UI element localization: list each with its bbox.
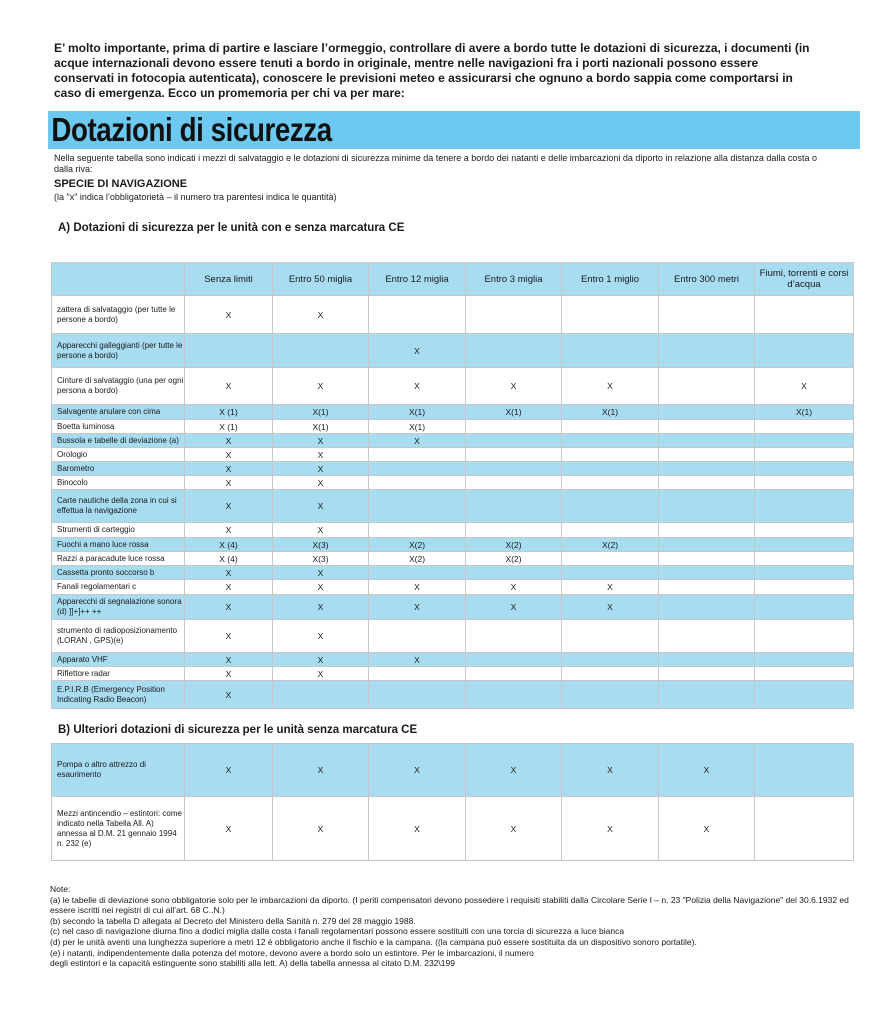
table-cell (562, 490, 659, 523)
table-cell: X (369, 580, 466, 595)
row-label: Cassetta pronto soccorso b (52, 566, 185, 580)
table-cell: X (273, 296, 369, 334)
table-row (52, 580, 854, 595)
navigation-type-heading: SPECIE DI NAVIGAZIONE (54, 178, 188, 190)
table-cell (755, 595, 854, 620)
table-cell (659, 653, 755, 667)
table-cell: X(1) (562, 405, 659, 420)
table-cell (659, 334, 755, 368)
table-cell: X (185, 462, 273, 476)
table-cell: X (273, 580, 369, 595)
table-cell: X(2) (466, 538, 562, 552)
table-cell: X (185, 434, 273, 448)
table-cell (466, 434, 562, 448)
table-cell: X (1) (185, 420, 273, 434)
table-cell: X(2) (466, 552, 562, 566)
table-cell: X(1) (273, 405, 369, 420)
row-label: Strumenti di carteggio (52, 523, 185, 538)
table-cell (466, 566, 562, 580)
table-cell (369, 448, 466, 462)
table-cell: X(1) (369, 405, 466, 420)
table-cell (755, 462, 854, 476)
row-label: Binocolo (52, 476, 185, 490)
table-cell (659, 667, 755, 681)
column-header: Senza limiti (185, 263, 273, 296)
table-cell: X (562, 744, 659, 797)
table-cell: X (273, 368, 369, 405)
table-cell: X (4) (185, 538, 273, 552)
table-cell: X (185, 620, 273, 653)
table-cell (273, 681, 369, 709)
table-cell: X (4) (185, 552, 273, 566)
row-label: Apparato VHF (52, 653, 185, 667)
column-header: Entro 300 metri (659, 263, 755, 296)
table-row (52, 744, 854, 797)
row-label: Barometro (52, 462, 185, 476)
table-cell: X (369, 653, 466, 667)
table-row (52, 368, 854, 405)
table-row (52, 476, 854, 490)
table-cell (466, 667, 562, 681)
table-cell: X(1) (273, 420, 369, 434)
row-label: Fanali regolamentari c (52, 580, 185, 595)
table-cell (369, 462, 466, 476)
table-cell (659, 462, 755, 476)
table-cell (755, 296, 854, 334)
column-header: Entro 1 miglio (562, 263, 659, 296)
table-cell (755, 490, 854, 523)
table-cell: X (273, 595, 369, 620)
table-cell: X (659, 744, 755, 797)
table-cell (562, 448, 659, 462)
row-label: Riflettore radar (52, 667, 185, 681)
table-cell: X (185, 476, 273, 490)
table-cell: X (273, 620, 369, 653)
table-cell (755, 523, 854, 538)
table-cell (562, 681, 659, 709)
row-label: E.P.I.R.B (Emergency Position Indicating Radio Beacon) (52, 681, 185, 709)
table-cell: X (369, 797, 466, 861)
table-cell: X (369, 595, 466, 620)
title-banner (48, 111, 860, 149)
table-cell (369, 681, 466, 709)
notes-heading: Note: (50, 884, 71, 894)
row-label: Apparecchi galleggianti (per tutte le persone a bordo) (52, 334, 185, 368)
table-row (52, 462, 854, 476)
table-cell (466, 523, 562, 538)
table-cell (369, 490, 466, 523)
table-cell: X (369, 368, 466, 405)
table-cell (369, 523, 466, 538)
table-row (52, 405, 854, 420)
table-row (52, 566, 854, 580)
table-cell (659, 552, 755, 566)
table-cell: X (466, 744, 562, 797)
table-row (52, 667, 854, 681)
table-cell: X (185, 595, 273, 620)
row-label: Boetta luminosa (52, 420, 185, 434)
table-row (52, 552, 854, 566)
table-cell (659, 434, 755, 448)
column-header: Entro 3 miglia (466, 263, 562, 296)
table-cell (755, 566, 854, 580)
table-cell: X (273, 797, 369, 861)
table-cell (466, 448, 562, 462)
table-cell (562, 552, 659, 566)
table-cell: X (369, 334, 466, 368)
table-cell (659, 580, 755, 595)
table-cell (466, 420, 562, 434)
table-cell (755, 744, 854, 797)
table-cell (659, 490, 755, 523)
table-cell: X (273, 566, 369, 580)
table-cell (562, 566, 659, 580)
table-cell (562, 434, 659, 448)
row-label: Mezzi antincendio – estintori: come indicato nella Tabella All. A) annessa al D.M. 21 gennaio 1994 n. 232 (e) (52, 797, 185, 861)
table-cell: X (273, 667, 369, 681)
table-cell (659, 368, 755, 405)
table-cell (659, 620, 755, 653)
table-cell (185, 334, 273, 368)
section-a-title: A) Dotazioni di sicurezza per le unità con e senza marcatura CE (58, 222, 405, 234)
table-row (52, 420, 854, 434)
table-cell: X (185, 523, 273, 538)
table-cell: X (185, 653, 273, 667)
table-cell (755, 448, 854, 462)
table-row (52, 334, 854, 368)
table-cell: X(2) (562, 538, 659, 552)
table-cell: X (466, 580, 562, 595)
table-cell (466, 681, 562, 709)
row-label: Fuochi a mano luce rossa (52, 538, 185, 552)
table-cell: X (273, 476, 369, 490)
table-cell (659, 476, 755, 490)
table-cell (659, 296, 755, 334)
table-cell (659, 405, 755, 420)
table-cell: X (273, 523, 369, 538)
table-cell (755, 552, 854, 566)
table-cell: X (466, 595, 562, 620)
table-cell: X (273, 490, 369, 523)
row-label: Cinture di salvataggio (una per ogni persona a bordo) (52, 368, 185, 405)
table-cell: X (562, 595, 659, 620)
table-cell: X(1) (369, 420, 466, 434)
table-cell (562, 653, 659, 667)
table-cell: X (273, 434, 369, 448)
row-label: Apparecchi di segnalazione sonora (d) ]]+]++ ++ (52, 595, 185, 620)
note-line: (a) le tabelle di deviazione sono obbligatorie solo per le imbarcazioni da diporto. (I periti compensatori devono possedere i requisiti stabiliti dalla Circolare Serie I – n. 23 "Polizia della Navigazione" del 30.6.1932 ed essere iscritti nei registri di cui all’art. 68 C..N.) (50, 894, 849, 916)
table-cell (562, 620, 659, 653)
table-cell (369, 667, 466, 681)
table-cell (755, 580, 854, 595)
note-line: (c) nel caso di navigazione diurna fino a dodici miglia dalla costa i fanali regolamentari possono essere sostituiti con una torcia di sicurezza a luce bianca (50, 926, 625, 937)
table-cell: X (273, 448, 369, 462)
column-header: Entro 50 miglia (273, 263, 369, 296)
table-cell (466, 462, 562, 476)
table-cell (562, 296, 659, 334)
table-cell (659, 566, 755, 580)
table-row (52, 538, 854, 552)
row-label: Pompa o altro attrezzo di esaurimento (52, 744, 185, 797)
table-cell (659, 420, 755, 434)
column-header: Fiumi, torrenti e corsi d’acqua (755, 263, 854, 296)
table-cell (755, 681, 854, 709)
table-cell: X (562, 580, 659, 595)
safety-equipment-table-b (51, 743, 854, 861)
table-cell: X (273, 744, 369, 797)
table-cell (466, 334, 562, 368)
table-cell (369, 566, 466, 580)
table-row (52, 653, 854, 667)
table-row (52, 448, 854, 462)
table-cell: X (369, 434, 466, 448)
footnotes (50, 884, 850, 969)
table-cell (659, 448, 755, 462)
table-cell (659, 681, 755, 709)
table-cell (755, 476, 854, 490)
legend-note: (la "x" indica l’obbligatorietà – il numero tra parentesi indica le quantità) (54, 192, 337, 202)
table-cell (755, 653, 854, 667)
table-cell: X (562, 797, 659, 861)
column-header: Entro 12 miglia (369, 263, 466, 296)
table-cell: X (1) (185, 405, 273, 420)
row-label: Bussola e tabelle di deviazione (a) (52, 434, 185, 448)
table-cell (466, 296, 562, 334)
table-cell: X (369, 744, 466, 797)
table-cell: X (185, 448, 273, 462)
table-cell (466, 476, 562, 490)
table-cell: X(1) (466, 405, 562, 420)
table-cell (659, 595, 755, 620)
table-row (52, 490, 854, 523)
table-cell (562, 462, 659, 476)
table-cell (369, 620, 466, 653)
table-cell: X (185, 580, 273, 595)
table-cell: X (659, 797, 755, 861)
table-cell (273, 334, 369, 368)
row-label: zattera di salvataggio (per tutte le persone a bordo) (52, 296, 185, 334)
table-cell (659, 523, 755, 538)
table-cell: X (185, 296, 273, 334)
row-label: strumento di radioposizionamento (LORAN , GPS)(e) (52, 620, 185, 653)
page-title: Dotazioni di sicurezza (51, 111, 332, 148)
row-label: Salvagente anulare con cima (52, 405, 185, 420)
table-cell: X (185, 744, 273, 797)
table-cell (369, 476, 466, 490)
intro-text: E’ molto importante, prima di partire e lasciare l’ormeggio, controllare di avere a bordo tutte le dotazioni di sicurezza, i documenti (in acque internazionali devono essere tenuti a bordo in originale, mentre nelle navigazioni fra i porti nazionali possono essere conservati in fotocopia autenticata), conoscere le previsioni meteo e assicurarsi che ognuno a bordo sappia come comportarsi in caso di emergenza. Ecco un promemoria per chi va per mare: (54, 41, 810, 100)
table-cell: X (273, 653, 369, 667)
table-cell: X (185, 667, 273, 681)
table-cell (369, 296, 466, 334)
table-cell (562, 476, 659, 490)
table-row (52, 681, 854, 709)
table-cell: X(2) (369, 552, 466, 566)
section-b-title: B) Ulteriori dotazioni di sicurezza per le unità senza marcatura CE (58, 724, 418, 736)
table-cell (466, 620, 562, 653)
table-cell (755, 797, 854, 861)
table-cell (466, 653, 562, 667)
note-line: degli estintori e la capacità estinguente sono stabiliti alla lett. A) della tabella annessa al citato D.M. 232\199 (50, 958, 455, 969)
note-line: (b) secondo la tabella D allegata al Decreto del Ministero della Sanità n. 279 del 28 maggio 1988. (50, 915, 416, 926)
note-line: (e) i natanti, indipendentemente dalla potenza del motore, devono avere a bordo solo un estintore. Per le imbarcazioni, il numero (50, 947, 534, 958)
table-cell: X (185, 681, 273, 709)
table-description: Nella seguente tabella sono indicati i mezzi di salvataggio e le dotazioni di sicurezza minime da tenere a bordo dei natanti e delle imbarcazioni da diporto in relazione alla distanza dalla costa o dalla riva: (54, 153, 817, 174)
table-cell: X(3) (273, 552, 369, 566)
table-cell (562, 334, 659, 368)
table-row (52, 620, 854, 653)
table-cell: X (755, 368, 854, 405)
table-cell: X (185, 797, 273, 861)
table-cell (659, 538, 755, 552)
table-cell (755, 620, 854, 653)
table-row (52, 434, 854, 448)
note-line: (d) per le unità aventi una lunghezza superiore a metri 12 è obbligatorio anche il fischio e la campana. ((la campana può essere sostituita da un dispositivo sonoro portatile). (50, 936, 697, 947)
table-cell (755, 334, 854, 368)
header-blank-cell (52, 263, 185, 296)
table-cell: X(1) (755, 405, 854, 420)
table-cell: X (562, 368, 659, 405)
table-cell: X (185, 368, 273, 405)
table-cell (755, 538, 854, 552)
table-cell (755, 420, 854, 434)
table-cell: X (466, 797, 562, 861)
table-cell (466, 490, 562, 523)
table-cell: X (185, 490, 273, 523)
table-cell: X(2) (369, 538, 466, 552)
safety-equipment-table-a (51, 262, 854, 709)
row-label: Razzi a paracadute luce rossa (52, 552, 185, 566)
table-cell: X (273, 462, 369, 476)
table-cell (562, 420, 659, 434)
table-cell (562, 523, 659, 538)
table-cell: X(3) (273, 538, 369, 552)
table-cell (755, 667, 854, 681)
table-cell (562, 667, 659, 681)
table-row (52, 797, 854, 861)
table-row (52, 523, 854, 538)
table-cell: X (185, 566, 273, 580)
table-row (52, 296, 854, 334)
table-cell (755, 434, 854, 448)
row-label: Carte nautiche della zona in cui si effettua la navigazione (52, 490, 185, 523)
table-cell: X (466, 368, 562, 405)
row-label: Orologio (52, 448, 185, 462)
table-row (52, 595, 854, 620)
